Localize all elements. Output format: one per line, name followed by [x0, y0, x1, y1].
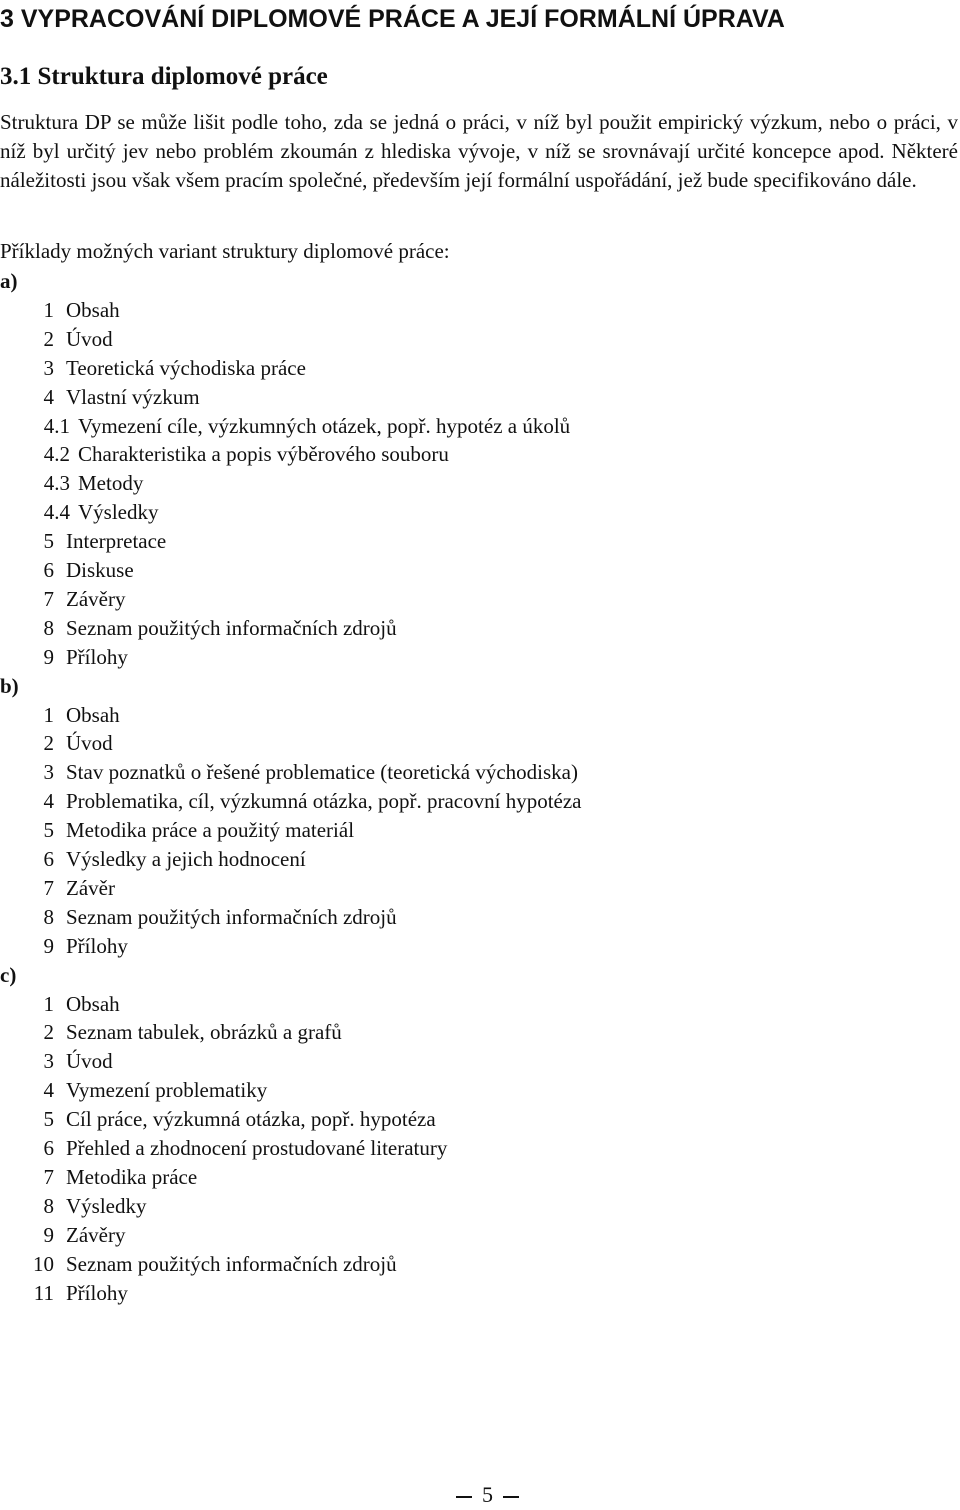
footer-dash-left: [456, 1496, 472, 1498]
item-text: Metody: [78, 471, 144, 496]
item-text: Teoretická východiska práce: [66, 355, 306, 380]
item-text: Seznam použitých informačních zdrojů: [66, 904, 397, 929]
list-item: [16, 1163, 197, 1192]
variant-label: a): [0, 269, 18, 293]
item-text: Vlastní výzkum: [66, 384, 200, 409]
item-text: Interpretace: [66, 529, 167, 554]
item-text: Charakteristika a popis výběrového souboru: [78, 442, 449, 467]
item-number: 7: [43, 1164, 54, 1189]
list-item: [16, 1047, 113, 1076]
list-item: [16, 527, 166, 556]
list-item: [16, 614, 397, 643]
item-number: 3: [43, 1049, 54, 1074]
variant-label: b): [0, 673, 19, 698]
item-text: Vymezení cíle, výzkumných otázek, popř. hypotéz a úkolů: [78, 413, 571, 438]
body-paragraph: Struktura DP se může lišit podle toho, zda se jedná o práci, v níž byl použit empirický výzkum, nebo o práci, v níž byl určitý jev nebo problém zkoumán z hlediska vývoje, v níž se srovnávají určité koncepce apod. Některé náležitosti jsou však všem pracím společné, především její formální uspořádání, jež bude specifikováno dále.: [0, 110, 958, 192]
item-text: Stav poznatků o řešené problematice (teoretická východiska): [66, 760, 578, 785]
item-text: Přílohy: [66, 933, 128, 958]
item-text: Úvod: [66, 326, 113, 351]
item-number: 9: [43, 1222, 54, 1247]
list-item: [16, 816, 354, 845]
list-item: [40, 440, 449, 469]
item-number: 8: [43, 615, 54, 640]
item-number: 2: [43, 731, 54, 756]
list-item: [16, 1250, 397, 1279]
page-number: 5: [482, 1482, 493, 1507]
list-item: [16, 787, 582, 816]
item-number: 9: [43, 644, 54, 669]
list-item: [16, 296, 120, 325]
item-text: Obsah: [66, 991, 120, 1016]
item-number: 1: [43, 297, 54, 322]
item-text: Závěry: [66, 1222, 126, 1247]
item-number: 4.2: [43, 442, 70, 467]
list-item: [16, 383, 200, 412]
list-item: [16, 903, 397, 932]
item-number: 9: [43, 933, 54, 958]
item-number: 6: [43, 1136, 54, 1160]
item-text: Závěry: [66, 586, 126, 611]
list-item: [16, 1134, 447, 1163]
item-number: 4: [43, 384, 54, 409]
list-item: [16, 585, 125, 614]
item-text: Přílohy: [66, 644, 128, 669]
item-number: 7: [43, 875, 54, 900]
list-item: [16, 643, 128, 672]
examples-intro: Příklady možných variant struktury diplomové práce:: [0, 239, 450, 263]
list-item: [16, 845, 306, 874]
list-item: [16, 1192, 147, 1221]
item-text: Závěr: [66, 875, 115, 900]
item-text: Cíl práce, výzkumná otázka, popř. hypotéza: [66, 1107, 436, 1132]
list-item: [16, 758, 578, 787]
item-text: Úvod: [66, 731, 113, 756]
item-number: 4: [43, 1078, 54, 1103]
list-item: [40, 469, 143, 498]
item-number: 4.3: [43, 471, 70, 496]
item-text: Výsledky: [66, 1193, 147, 1218]
item-text: Výsledky a jejich hodnocení: [66, 847, 306, 871]
item-text: Seznam použitých informačních zdrojů: [66, 615, 397, 640]
list-item: [16, 325, 113, 354]
list-item: [16, 1076, 267, 1105]
item-text: Obsah: [66, 702, 120, 727]
chapter-heading: 3 VYPRACOVÁNÍ DIPLOMOVÉ PRÁCE A JEJÍ FORMÁLNÍ ÚPRAVA: [0, 5, 785, 33]
item-number: 2: [43, 326, 54, 351]
item-number: 5: [43, 818, 54, 843]
item-text: Úvod: [66, 1049, 113, 1074]
item-number: 8: [43, 904, 54, 929]
item-number: 7: [43, 586, 54, 611]
list-item: [40, 412, 570, 441]
list-item: [16, 556, 134, 585]
item-text: Seznam tabulek, obrázků a grafů: [66, 1020, 342, 1045]
footer-dash-right: [503, 1496, 519, 1498]
item-text: Metodika práce a použitý materiál: [66, 818, 355, 843]
list-item: [16, 932, 128, 961]
item-number: 3: [43, 760, 54, 785]
item-number: 5: [43, 1107, 54, 1132]
list-item: [16, 874, 115, 903]
list-item: [16, 990, 120, 1019]
item-number: 10: [33, 1251, 54, 1276]
section-heading: 3.1 Struktura diplomové práce: [0, 63, 328, 90]
variant-label: c): [0, 962, 17, 987]
item-number: 11: [33, 1280, 54, 1305]
list-item: [16, 1279, 128, 1308]
item-text: Diskuse: [66, 558, 134, 582]
item-text: Obsah: [66, 297, 120, 322]
list-item: [40, 498, 159, 527]
item-text: Přehled a zhodnocení prostudované literatury: [66, 1136, 448, 1160]
list-item: [16, 354, 306, 383]
item-number: 6: [43, 847, 54, 871]
item-text: Seznam použitých informačních zdrojů: [66, 1251, 397, 1276]
item-text: Výsledky: [78, 500, 159, 525]
list-item: [16, 1221, 125, 1250]
item-text: Metodika práce: [66, 1164, 198, 1189]
item-text: Přílohy: [66, 1280, 128, 1305]
item-number: 4.4: [43, 500, 70, 525]
item-number: 2: [43, 1020, 54, 1045]
list-item: [16, 1105, 436, 1134]
item-number: 6: [43, 558, 54, 582]
list-item: [16, 1018, 342, 1047]
list-item: [16, 729, 113, 758]
item-text: Vymezení problematiky: [66, 1078, 268, 1103]
item-number: 3: [43, 355, 54, 380]
item-number: 8: [43, 1193, 54, 1218]
item-text: Problematika, cíl, výzkumná otázka, popř. pracovní hypotéza: [66, 789, 582, 814]
item-number: 4: [43, 789, 54, 814]
item-number: 1: [43, 702, 54, 727]
item-number: 1: [43, 991, 54, 1016]
item-number: 5: [43, 529, 54, 554]
list-item: [16, 701, 120, 730]
item-number: 4.1: [43, 413, 70, 438]
